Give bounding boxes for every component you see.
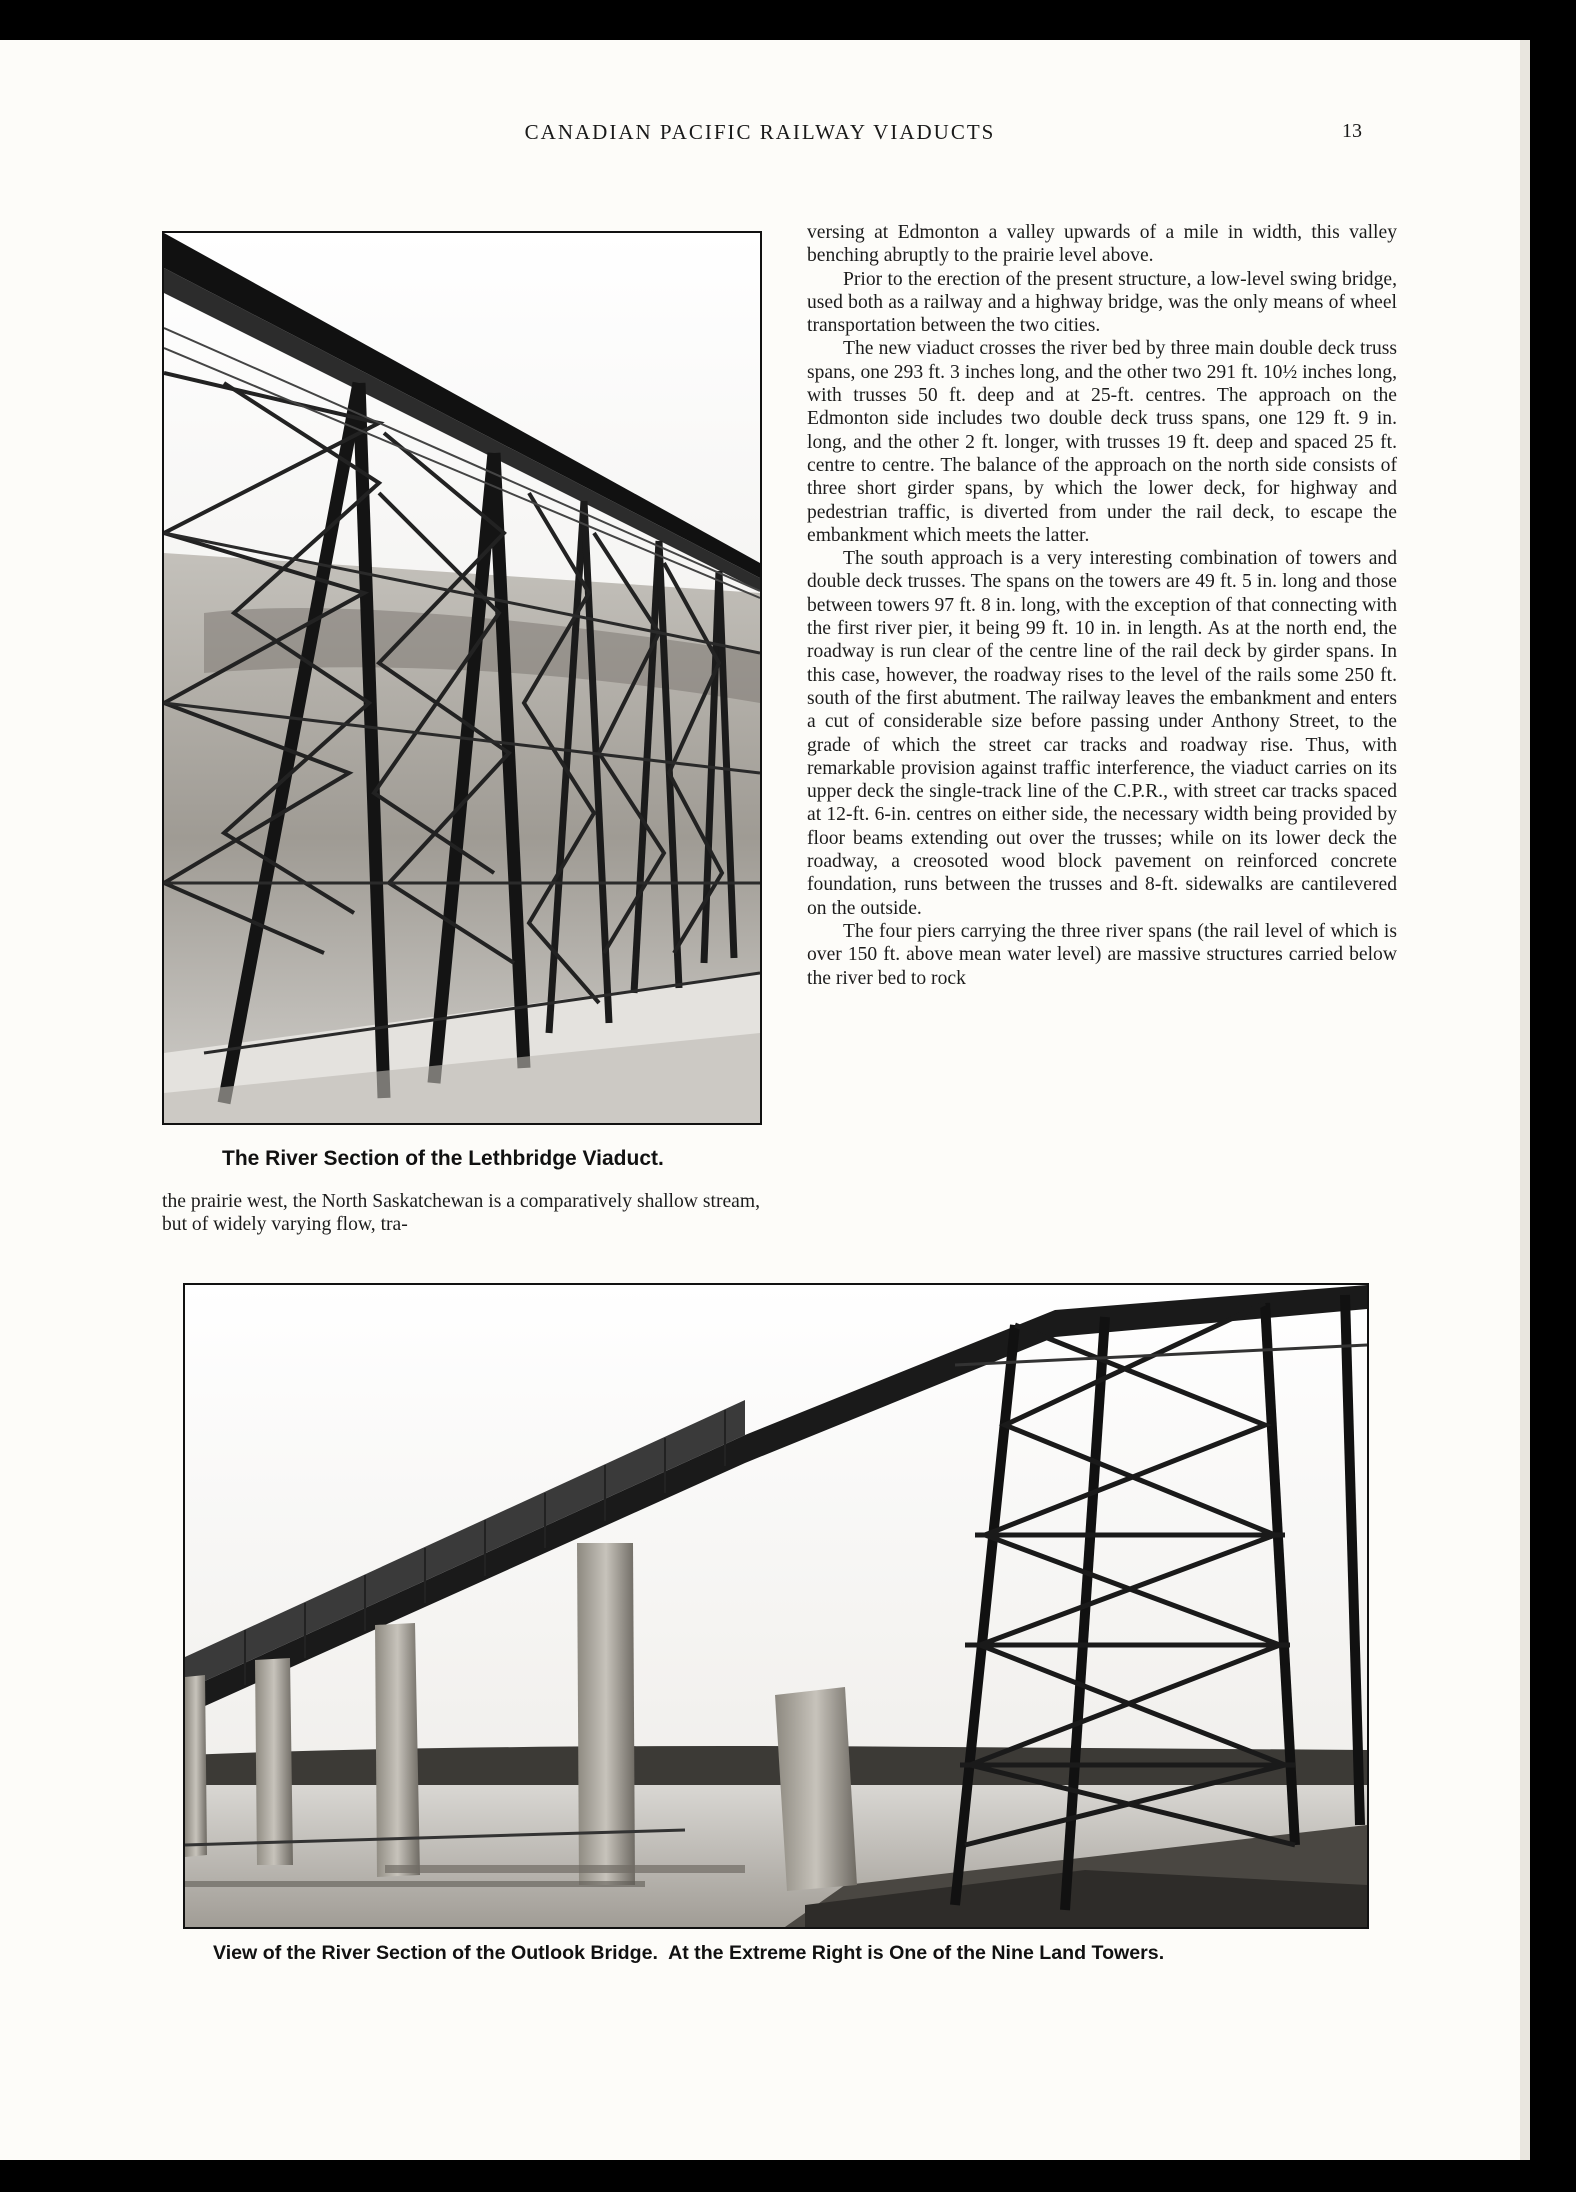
outlook-bridge-photo xyxy=(183,1283,1369,1929)
paragraph-3: The new viaduct crosses the river bed by three main double deck truss spans, one 293 ft. 3 inches long, and the other two 291 ft. 10½ inches long, with trusses 50 ft. deep and at 25-ft. centres. The approach on the Edmonton side includes two double deck truss spans, one 129 ft. 9 in. long, and the other 2 ft. longer, with trusses 19 ft. deep and spaced 25 ft. centre to centre. The balance of the approach on the north side consists of three short girder spans, by which the lower deck, for highway and pedestrian traffic, is diverted from under the rail deck, to escape the embankment which meets the latter. xyxy=(807,338,1397,546)
page-edge xyxy=(1520,40,1530,2160)
paragraph-1: versing at Edmonton a valley upwards of a mile in width, this valley benching abruptly to the prairie level above. xyxy=(807,222,1397,267)
paragraph-5: The four piers carrying the three river spans (the rail level of which is over 150 ft. above mean water level) are massive structures carried below the river bed to rock xyxy=(807,920,1397,989)
figure-caption-outlook: View of the River Section of the Outlook Bridge. At the Extreme Right is One of the Nine Land Towers. xyxy=(213,1942,1165,1964)
right-column-text xyxy=(807,221,1397,990)
paragraph-2: Prior to the erection of the present structure, a low-level swing bridge, used both as a railway and a highway bridge, was the only means of wheel transportation between the two cities. xyxy=(807,268,1397,337)
left-column-text xyxy=(162,1190,760,1237)
figure-caption-lethbridge: The River Section of the Lethbridge Viaduct. xyxy=(222,1147,664,1170)
paragraph-4: The south approach is a very interesting combination of towers and double deck trusses. The spans on the towers are 49 ft. 5 in. long and those between towers 97 ft. 8 in. long, with the exception of that connecting with the first river pier, it being 99 ft. 10 in. in length. As at the north end, the roadway is run clear of the centre line of the rail deck by girder spans. In this case, however, the roadway rises to the level of the rails some 250 ft. south of the first abutment. The railway leaves the embankment and enters a cut of considerable size before passing under Anthony Street, to the grade of which the street car tracks and roadway rise. Thus, with remarkable provision against traffic interference, the viaduct carries on its upper deck the single-track line of the C.P.R., with street car tracks spaced at 12-ft. 6-in. centres on either side, the necessary width being provided by floor beams extending out over the trusses; while on its lower deck the roadway, a creosoted wood block pavement on reinforced concrete foundation, runs between the trusses and 8-ft. sidewalks are cantilevered on the outside. xyxy=(807,548,1397,919)
page-number: 13 xyxy=(1342,120,1362,142)
left-column-paragraph: the prairie west, the North Saskatchewan is a comparatively shallow stream, but of widely varying flow, tra- xyxy=(162,1191,760,1236)
running-head: CANADIAN PACIFIC RAILWAY VIADUCTS xyxy=(524,120,996,144)
lethbridge-viaduct-photo xyxy=(162,231,762,1125)
